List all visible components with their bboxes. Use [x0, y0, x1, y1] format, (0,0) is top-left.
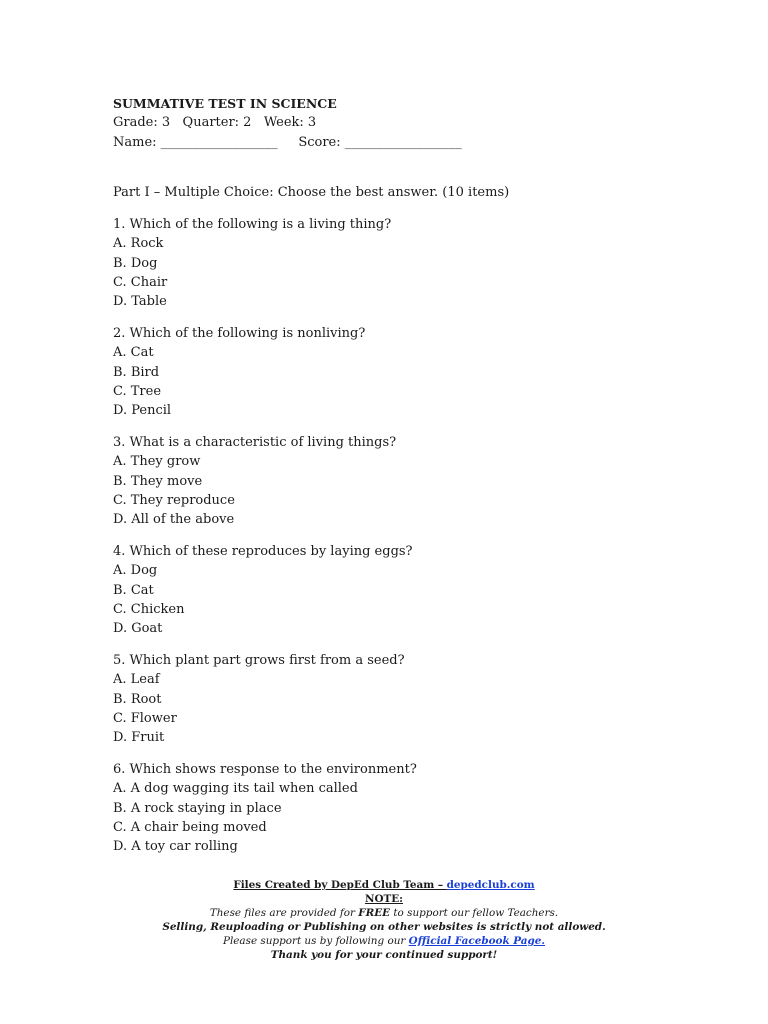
footer-support-line [0, 934, 768, 948]
answer-option: B. Cat [113, 582, 154, 598]
question-text: 4. Which of these reproduces by laying eggs? [113, 544, 413, 560]
answer-option: B. They move [113, 473, 203, 489]
test-document [113, 94, 673, 869]
answer-option: A. A dog wagging its tail when called [113, 781, 358, 797]
answer-option: D. Goat [113, 621, 163, 637]
footer-credit-line [0, 878, 768, 892]
answer-option: B. A rock staying in place [113, 800, 282, 816]
name-score-line: Name: __________________ Score: __________________ [113, 134, 462, 150]
part1-instructions: Part I – Multiple Choice: Choose the best answer. (10 items) [113, 184, 510, 200]
footer-free-prefix: These files are provided for [209, 907, 359, 919]
question-item [113, 542, 673, 638]
question-item [113, 651, 673, 747]
answer-option: C. Flower [113, 711, 177, 727]
answer-option: D. All of the above [113, 512, 235, 528]
facebook-page-link[interactable]: Official Facebook Page. [408, 935, 546, 947]
footer-warning-line: Selling, Reuploading or Publishing on other websites is strictly not allowed. [162, 921, 606, 933]
footer-free-line [0, 906, 768, 920]
answer-option: A. Leaf [113, 672, 160, 688]
footer-note-label: NOTE: [364, 893, 404, 905]
answer-option: A. They grow [113, 454, 201, 470]
question-text: 1. Which of the following is a living thing? [113, 217, 392, 233]
question-text: 6. Which shows response to the environment? [113, 762, 417, 778]
answer-option: A. Dog [113, 563, 158, 579]
answer-option: B. Root [113, 691, 162, 707]
answer-option: C. They reproduce [113, 493, 235, 509]
footer-free-bold: FREE [358, 907, 391, 919]
question-item [113, 433, 673, 529]
answer-option: D. Table [113, 294, 167, 310]
question-item [113, 760, 673, 856]
footer-credit-text: Files Created by DepEd Club Team – [233, 879, 447, 891]
footer-thanks-line: Thank you for your continued support! [270, 949, 498, 961]
question-text: 3. What is a characteristic of living things? [113, 435, 397, 451]
question-text: 2. Which of the following is nonliving? [113, 326, 366, 342]
footer-support-prefix: Please support us by following our [222, 935, 409, 947]
answer-option: D. Fruit [113, 730, 165, 746]
website-link[interactable]: depedclub.com [446, 879, 535, 891]
answer-option: B. Dog [113, 255, 158, 271]
answer-option: B. Bird [113, 364, 160, 380]
question-text: 5. Which plant part grows first from a seed? [113, 653, 405, 669]
test-title: SUMMATIVE TEST IN SCIENCE [113, 96, 337, 111]
grade-quarter-week: Grade: 3 Quarter: 2 Week: 3 [113, 115, 317, 131]
question-list [113, 215, 673, 856]
answer-option: D. Pencil [113, 403, 172, 419]
footer-free-suffix: to support our fellow Teachers. [390, 907, 559, 919]
answer-option: C. A chair being moved [113, 820, 267, 835]
answer-option: D. A toy car rolling [113, 839, 238, 855]
question-item [113, 324, 673, 420]
answer-option: C. Tree [113, 384, 162, 400]
answer-option: A. Rock [113, 236, 164, 252]
answer-option: A. Cat [113, 345, 154, 361]
question-item [113, 215, 673, 311]
page-footer [0, 878, 768, 962]
answer-option: C. Chair [113, 275, 168, 291]
answer-option: C. Chicken [113, 602, 185, 618]
